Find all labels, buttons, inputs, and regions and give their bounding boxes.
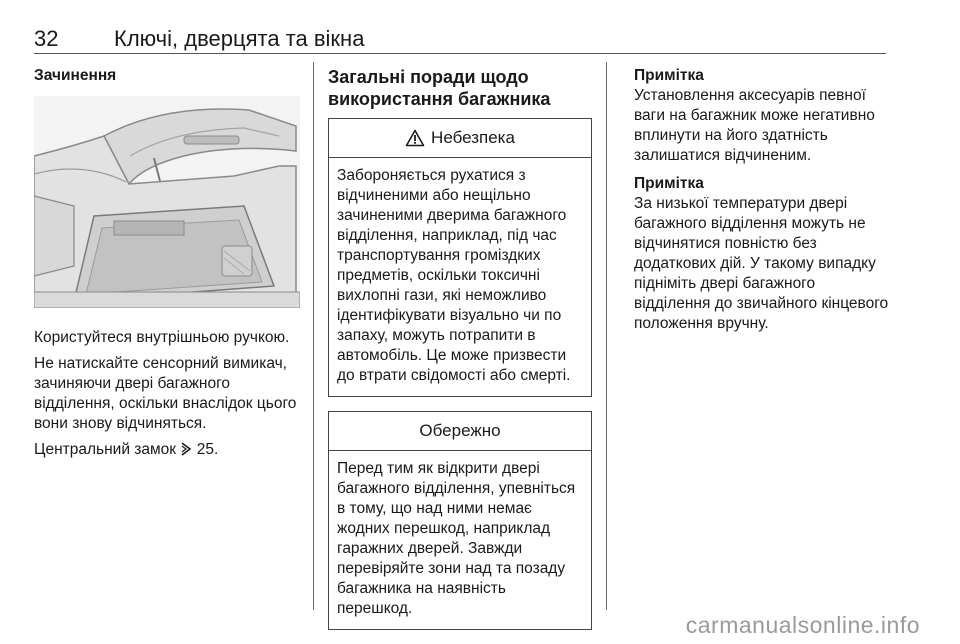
chapter-title: Ключі, дверцята та вікна: [114, 26, 365, 51]
paragraph-do-not-press-switch: Не натискайте сенсорний вимикач, зачиняючи двері багажного відділення, оскільки внаслідок цього вони знову відчиняться.: [34, 355, 297, 432]
paragraph-use-inner-handle: Користуйтеся внутрішньою ручкою.: [34, 329, 290, 346]
tailgate-illustration: [34, 96, 300, 308]
caution-box-title: Обережно: [419, 421, 501, 440]
caution-box-body: Перед тим як відкрити двері багажного відділення, упевніться в тому, що над ними немає жодних перешкод, наприклад гаражних дверей. Завжди перевіряйте зони над та позаду багажника на наявність перешкод.: [337, 460, 576, 617]
note-body: Установлення аксесуарів певної ваги на багажник може негативно вплинути на його здатність залишатися відчиненим.: [634, 87, 875, 164]
note-low-temperature: [634, 174, 890, 334]
warning-triangle-icon: [405, 129, 425, 147]
column-right: [634, 66, 890, 342]
danger-box: [328, 118, 592, 397]
watermark: carmanualsonline.info: [685, 612, 920, 638]
note-body: За низької температури двері багажного відділення можуть не відчинятися повністю без додаткових дій. У такому випадку підніміть двері багажного відділення до звичайного кінцевого положення вручну.: [634, 195, 889, 332]
danger-box-body: Забороняється рухатися з відчиненими або нещільно зачиненими дверима багажного відділення, наприклад, під час транспортування громіздких предметів, оскільки токсичні вихлопні гази, які неможливо ідентифікувати візуально чи по запаху, можуть потрапити в автомобіль. Це може призвести до втрати свідомості або смерті.: [337, 167, 571, 384]
note-accessories: [634, 66, 890, 166]
note-title: Примітка: [634, 67, 704, 84]
central-lock-page-link[interactable]: 25.: [196, 441, 219, 458]
caution-box: [328, 411, 592, 630]
note-title: Примітка: [634, 175, 704, 192]
page-reference-arrow-icon: [180, 442, 192, 456]
header-divider: [34, 53, 886, 54]
section-heading-closing: Зачинення: [34, 67, 117, 84]
column-left: [34, 66, 300, 466]
caution-box-header: [329, 412, 591, 451]
section-heading-general-tips: Загальні поради щодо використання багажника: [328, 67, 551, 109]
page-number: 32: [34, 26, 59, 51]
column-middle: [328, 66, 592, 644]
danger-box-header: [329, 119, 591, 158]
column-divider-2: [606, 62, 607, 610]
central-lock-reference: [34, 440, 300, 460]
danger-box-title: Небезпека: [431, 128, 515, 147]
page-header: [34, 26, 884, 52]
column-divider-1: [313, 62, 314, 610]
central-lock-text: Центральний замок: [34, 441, 177, 458]
